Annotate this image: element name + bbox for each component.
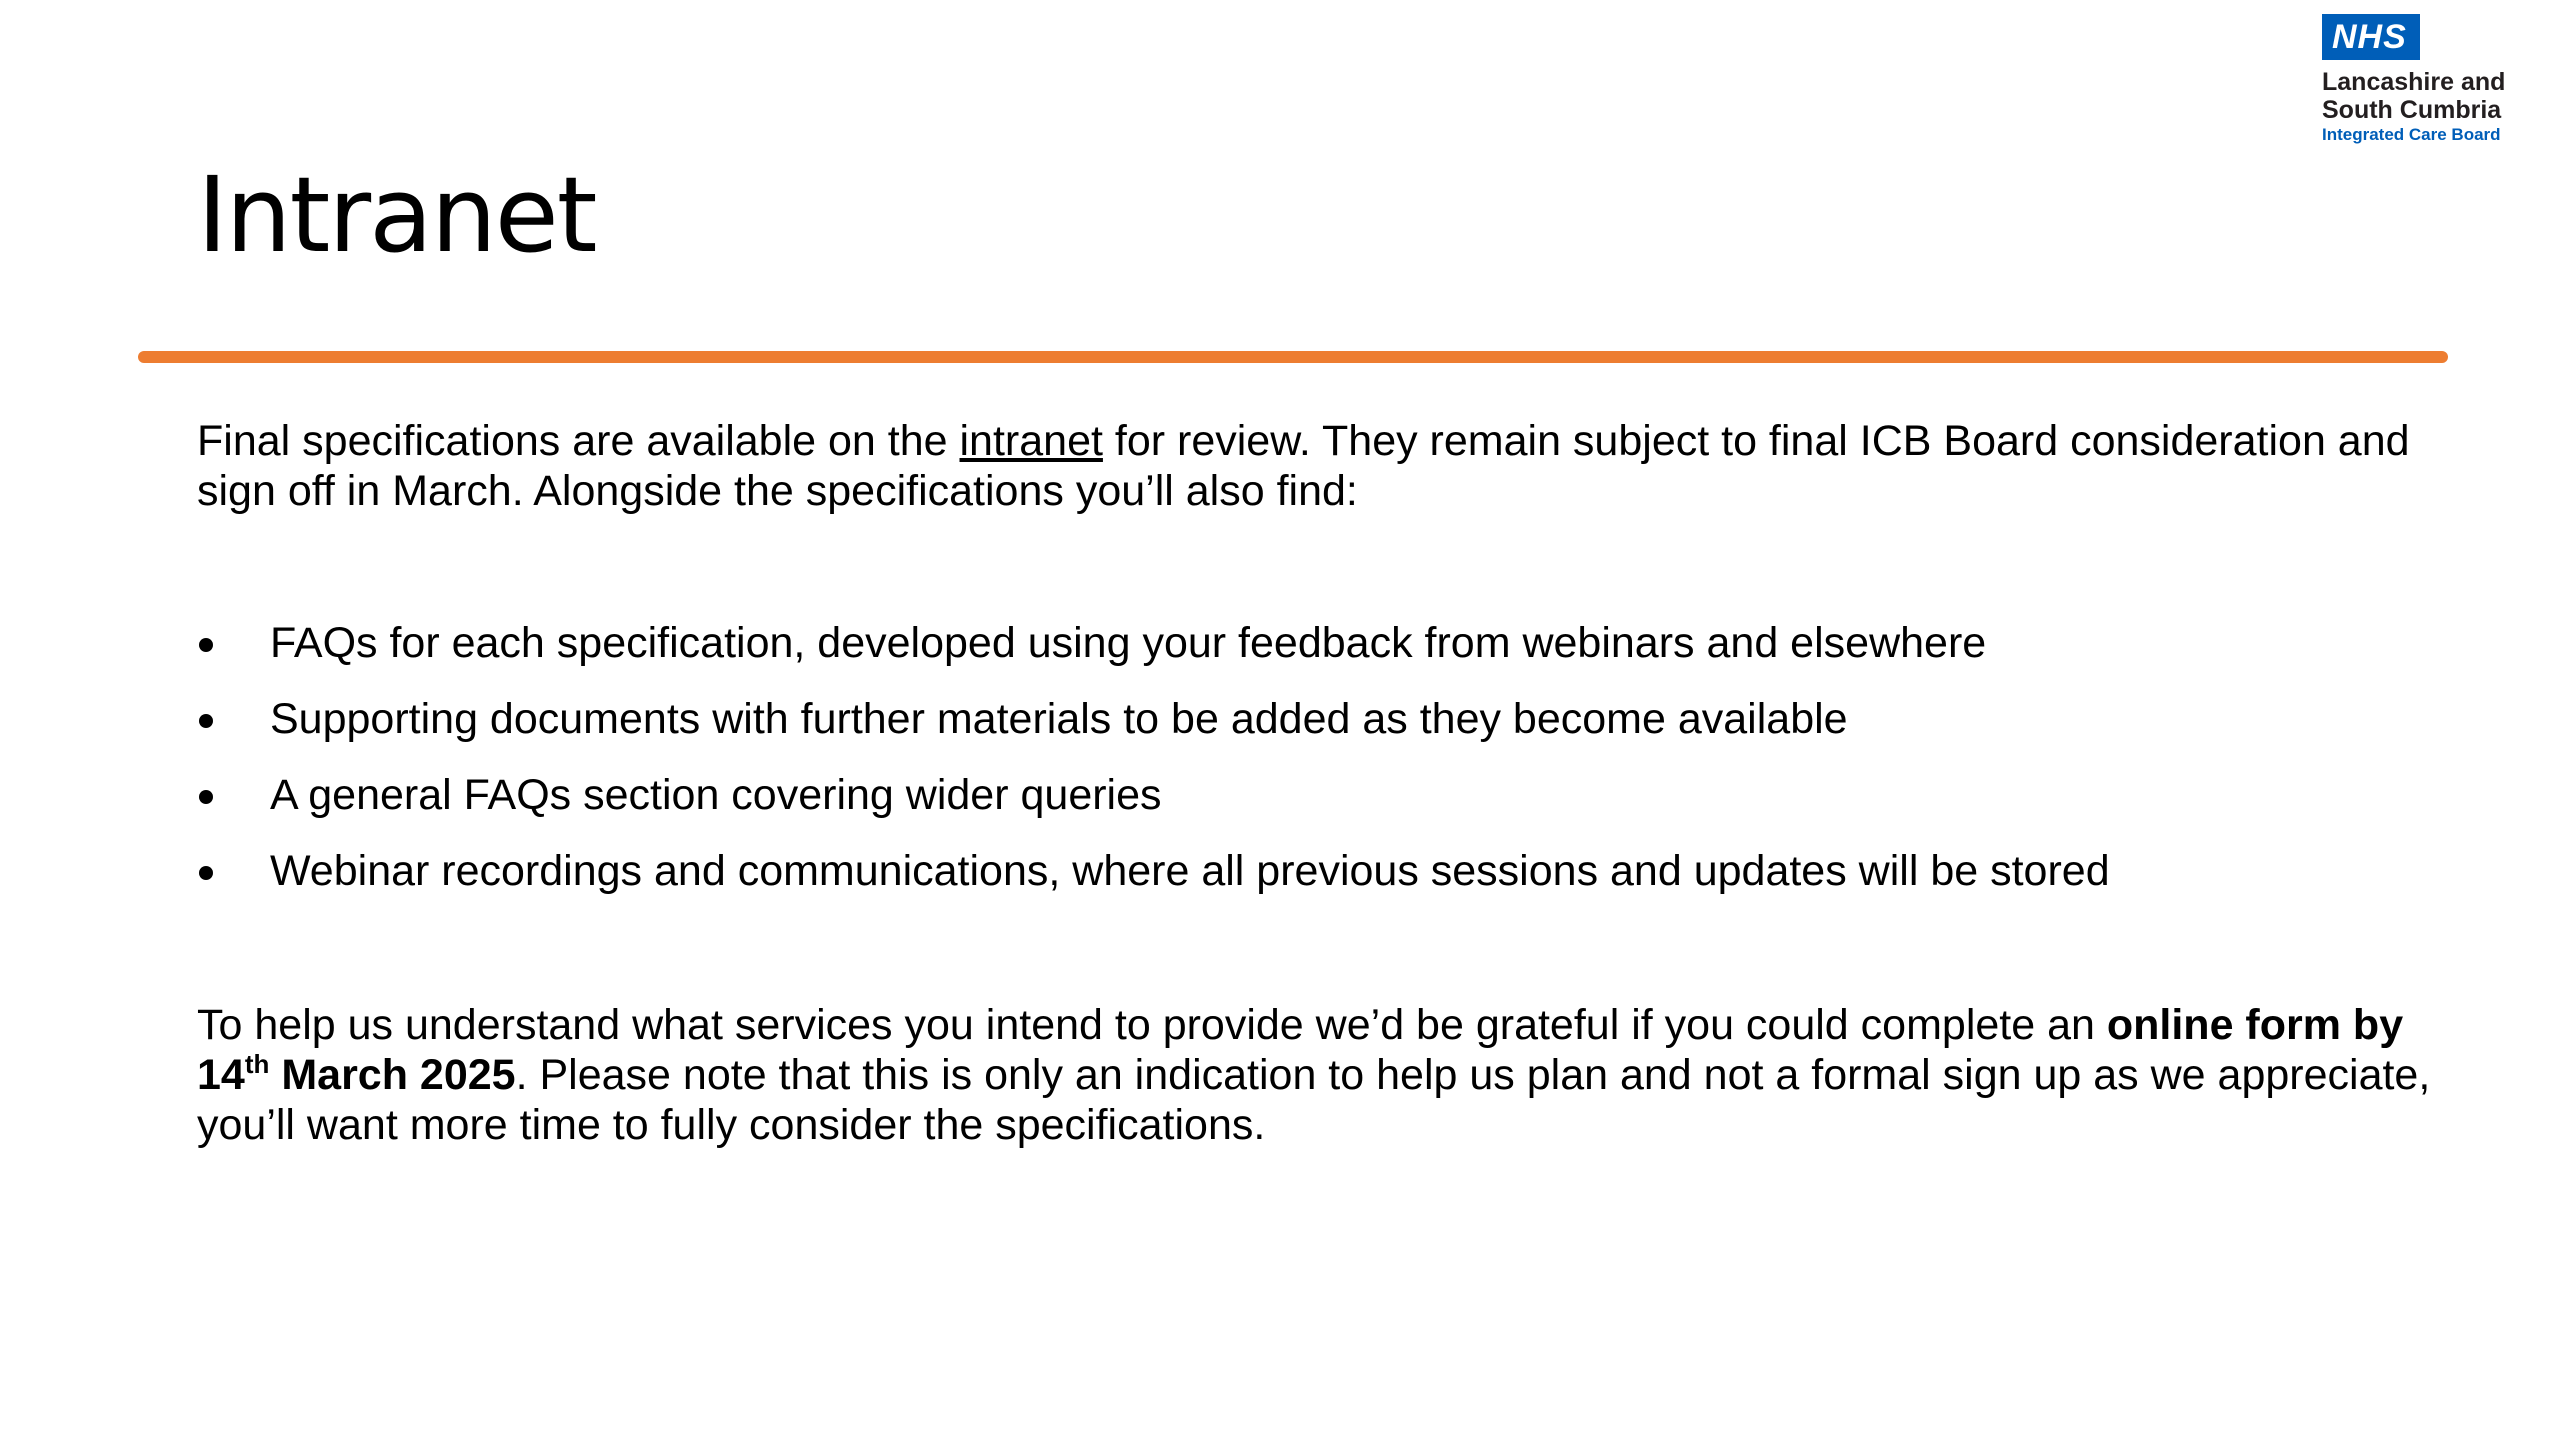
intro-text-start: Final specifications are available on the	[197, 417, 960, 465]
list-item-text: Webinar recordings and communications, where all previous sessions and updates will be stored	[270, 847, 2110, 895]
closing-lead: To help us understand what services you intend to provide we’d be grateful if you could complete an	[197, 1001, 2107, 1049]
closing-paragraph	[197, 1000, 2447, 1150]
list-item	[197, 618, 2447, 668]
org-name-line-2: South Cumbria	[2322, 96, 2502, 124]
list-item	[197, 770, 2447, 820]
intro-text-end: for review. They remain subject to final ICB Board consideration and sign off in March. Alongside the specifications you’ll also find:	[197, 417, 2410, 515]
resources-list	[197, 618, 2447, 922]
deadline-ordinal: th	[244, 1049, 270, 1079]
closing-tail: . Please note that this is only an indication to help us plan and not a formal sign up as we appreciate, you’ll want more time to fully consider the specifications.	[197, 1051, 2431, 1149]
list-item	[197, 694, 2447, 744]
bullet-icon	[199, 714, 213, 728]
intranet-link[interactable]: intranet	[959, 417, 1103, 465]
nhs-logo	[2322, 14, 2542, 146]
org-subtitle: Integrated Care Board	[2322, 125, 2501, 144]
slide-title: Intranet	[197, 154, 596, 276]
title-divider	[138, 351, 2448, 363]
bullet-icon	[199, 638, 213, 652]
intro-paragraph	[197, 416, 2447, 516]
deadline-part-2: March 2025	[269, 1051, 516, 1099]
deadline-part-1: online form by 14	[197, 1001, 2404, 1099]
list-item-text: Supporting documents with further materials to be added as they become available	[270, 695, 1848, 743]
list-item-text: FAQs for each specification, developed using your feedback from webinars and elsewhere	[270, 619, 1987, 667]
list-item-text: A general FAQs section covering wider queries	[270, 771, 1162, 819]
list-item	[197, 846, 2447, 896]
org-name-line-1: Lancashire and	[2322, 68, 2506, 96]
bullet-icon	[199, 790, 213, 804]
bullet-icon	[199, 866, 213, 880]
nhs-wordmark: NHS	[2322, 14, 2420, 60]
